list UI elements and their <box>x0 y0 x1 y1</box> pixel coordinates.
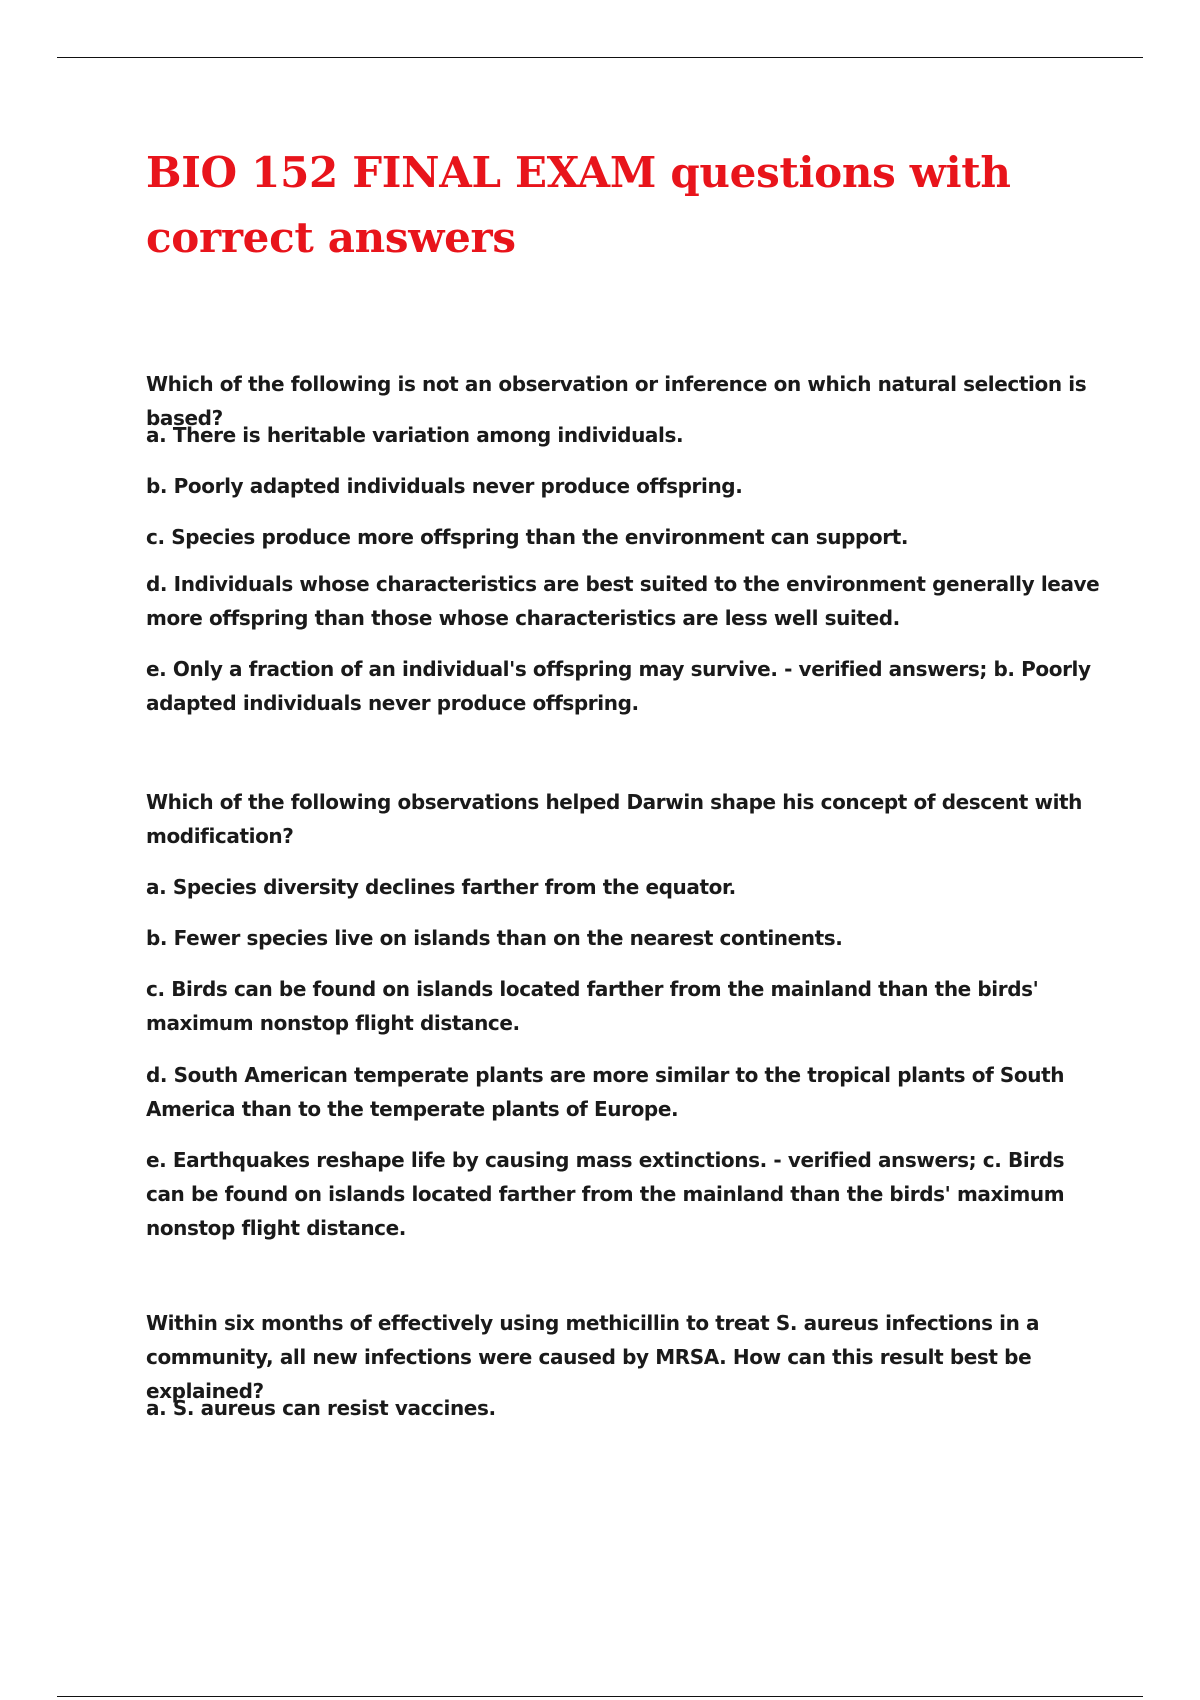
question-1-option-e-answer: e. Only a fraction of an individual's offspring may survive. - verified answers; b. Poorly adapted individuals never produce offspring. <box>146 657 1091 715</box>
question-1-option-c: c. Species produce more offspring than the environment can support. <box>146 525 909 549</box>
question-1-text: Which of the following is not an observation or inference on which natural selection is based? <box>146 372 1087 430</box>
question-1-option-d: d. Individuals whose characteristics are best suited to the environment generally leave more offspring than those whose characteristics are less well suited. <box>146 572 1100 630</box>
question-2-option-e-answer: e. Earthquakes reshape life by causing mass extinctions. - verified answers; c. Birds can be found on islands located farther from the mainland than the birds' maximum nonstop flight distance. <box>146 1148 1065 1240</box>
question-1-option-b: b. Poorly adapted individuals never produce offspring. <box>146 474 743 498</box>
question-2-option-d: d. South American temperate plants are more similar to the tropical plants of South America than to the temperate plants of Europe. <box>146 1063 1065 1121</box>
question-3-text: Within six months of effectively using methicillin to treat S. aureus infections in a community, all new infections were caused by MRSA. How can this result best be explained? <box>146 1311 1040 1403</box>
question-2-option-b: b. Fewer species live on islands than on the nearest continents. <box>146 926 843 950</box>
top-rule <box>57 57 1143 58</box>
document-title: BIO 152 FINAL EXAM questions with correct answers <box>146 148 1011 262</box>
question-2-option-c: c. Birds can be found on islands located farther from the mainland than the birds' maximum nonstop flight distance. <box>146 977 1039 1035</box>
bottom-rule <box>57 1696 1143 1697</box>
question-1-option-a: a. There is heritable variation among individuals. <box>146 423 684 447</box>
question-2-option-a: a. Species diversity declines farther from the equator. <box>146 875 736 899</box>
question-3-option-a: a. S. aureus can resist vaccines. <box>146 1396 496 1420</box>
question-2-text: Which of the following observations helped Darwin shape his concept of descent with modification? <box>146 790 1083 848</box>
